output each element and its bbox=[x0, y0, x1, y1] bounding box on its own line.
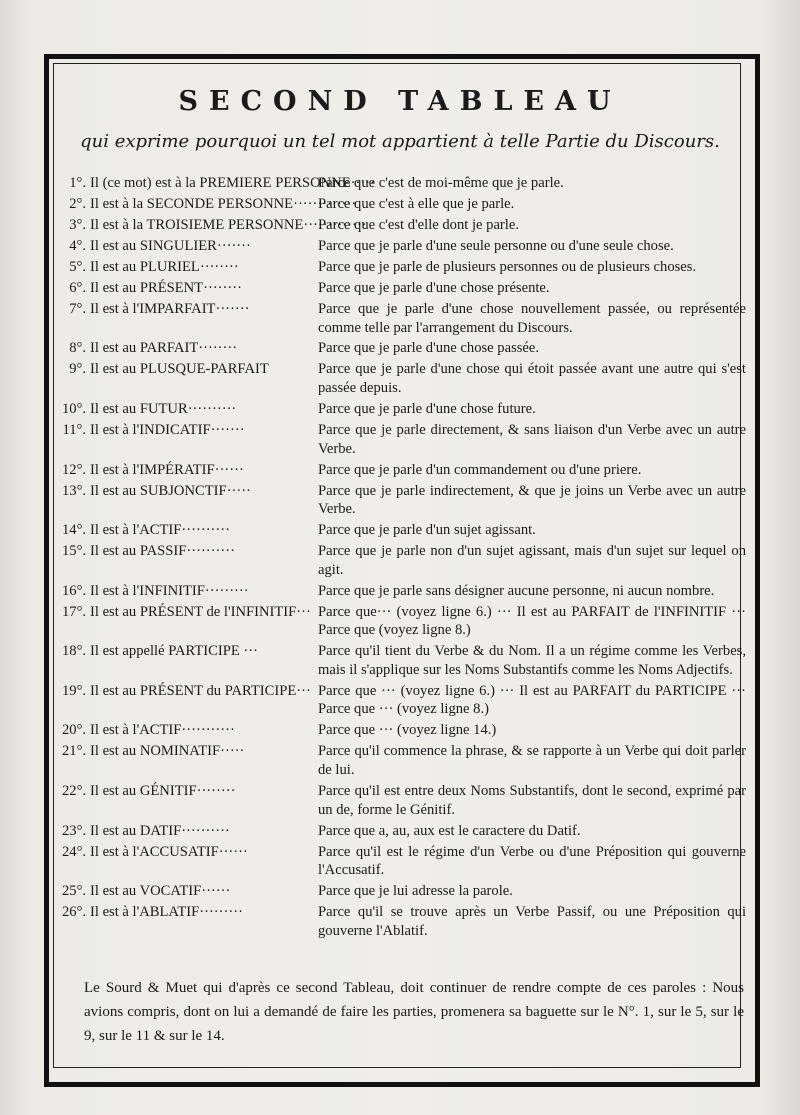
row-lead: Il est à la SECONDE PERSONNE············· bbox=[90, 195, 357, 212]
tableau-row bbox=[62, 339, 746, 358]
tableau-row bbox=[62, 521, 746, 540]
tableau-row bbox=[62, 360, 746, 397]
row-number: 17°. bbox=[62, 603, 87, 620]
tableau-row bbox=[62, 174, 746, 193]
row-number: 25°. bbox=[62, 883, 87, 900]
footer-paragraph: Le Sourd & Muet qui d'après ce second Tableau, doit continuer de rendre compte de ces paroles : Nous avions compris, dont on lui a demandé de faire les parties, promenera sa baguette sur le N°. 1, sur le 5, sur le 9, sur le 11 & sur le 14. bbox=[84, 980, 744, 1044]
tableau-row bbox=[62, 279, 746, 298]
tableau-row bbox=[62, 603, 746, 640]
tableau-row bbox=[62, 782, 746, 819]
row-lead: Il est au SINGULIER······· bbox=[90, 237, 251, 254]
row-lead: Il est au PRÉSENT de l'INFINITIF··· bbox=[90, 603, 311, 620]
row-number: 19°. bbox=[62, 682, 87, 699]
row-reason: Parce que ··· (voyez ligne 14.) bbox=[318, 722, 497, 739]
row-lead: Il est au NOMINATIF····· bbox=[90, 743, 245, 760]
row-number: 10°. bbox=[62, 401, 87, 418]
tableau-row bbox=[62, 400, 746, 419]
tableau-row bbox=[62, 882, 746, 901]
row-number: 13°. bbox=[62, 482, 87, 499]
row-lead: Il est à la TROISIEME PERSONNE············· bbox=[90, 216, 367, 233]
row-number: 21°. bbox=[62, 743, 87, 760]
row-reason: Parce qu'il est le régime d'un Verbe ou d'une Préposition qui gouverne l'Accusatif. bbox=[318, 843, 746, 879]
row-number: 3°. bbox=[69, 216, 86, 233]
row-reason: Parce que c'est d'elle dont je parle. bbox=[318, 216, 519, 233]
tableau-row bbox=[62, 843, 746, 880]
row-lead: Il est à l'ACCUSATIF······ bbox=[90, 843, 248, 860]
row-lead: Il (ce mot) est à la PREMIERE PERSONNE····· bbox=[90, 175, 375, 191]
row-lead: Il est au PRÉSENT du PARTICIPE··· bbox=[90, 682, 311, 699]
tableau-row bbox=[62, 421, 746, 458]
tableau-row bbox=[62, 237, 746, 256]
tableau-row bbox=[62, 542, 746, 579]
row-reason: Parce que je parle d'une chose qui étoit passée avant une autre qui s'est passée depuis. bbox=[318, 361, 746, 397]
row-number: 4°. bbox=[69, 237, 86, 254]
row-reason: Parce que je parle non d'un sujet agissant, mais d'un sujet sur lequel on agit. bbox=[318, 543, 746, 578]
row-reason: Parce qu'il est entre deux Noms Substantifs, dont le second, exprimé par un de, forme le Génitif. bbox=[318, 783, 746, 818]
row-lead: Il est au PRÉSENT········ bbox=[90, 279, 242, 296]
row-reason: Parce que je parle de plusieurs personnes ou de plusieurs choses. bbox=[318, 258, 697, 275]
tableau-row bbox=[62, 642, 746, 679]
row-lead: Il est au GÉNITIF········ bbox=[90, 783, 236, 800]
row-reason: Parce que··· (voyez ligne 6.) ··· Il est au PARFAIT de l'INFINITIF ··· Parce que (voyez ligne 8.) bbox=[318, 603, 746, 639]
row-number: 11°. bbox=[62, 422, 86, 439]
page-title: SECOND TABLEAU bbox=[178, 86, 622, 117]
row-reason: Parce que je parle d'une chose présente. bbox=[318, 279, 550, 296]
row-reason: Parce que je parle indirectement, & que je joins un Verbe avec un autre Verbe. bbox=[318, 482, 746, 518]
row-reason: Parce qu'il commence la phrase, & se rapporte à un Verbe qui doit parler de lui. bbox=[318, 743, 746, 779]
row-reason: Parce que je parle sans désigner aucune personne, ni aucun nombre. bbox=[318, 582, 715, 599]
row-reason: Parce que a, au, aux est le caractere du Datif. bbox=[318, 822, 581, 839]
row-reason: Parce que ··· (voyez ligne 6.) ··· Il est au PARFAIT du PARTICIPE ··· Parce que ··· (voyez ligne 8.) bbox=[318, 682, 746, 718]
row-reason: Parce que je parle d'une chose nouvellement passée, ou représentée comme telle par l'arrangement du Discours. bbox=[318, 300, 746, 336]
row-reason: Parce que c'est à elle que je parle. bbox=[318, 195, 515, 212]
row-number: 8°. bbox=[69, 340, 86, 357]
row-number: 1°. bbox=[69, 175, 86, 191]
tableau-row bbox=[62, 300, 746, 337]
row-lead: Il est au PARFAIT········ bbox=[90, 340, 238, 357]
page-subtitle: qui exprime pourquoi un tel mot appartient à telle Partie du Discours. bbox=[80, 131, 720, 152]
row-number: 22°. bbox=[62, 783, 87, 800]
tableau-row bbox=[62, 582, 746, 601]
tableau-row bbox=[62, 682, 746, 719]
tableau-rows bbox=[62, 174, 746, 943]
row-number: 15°. bbox=[62, 543, 87, 560]
row-lead: Il est à l'ABLATIF········· bbox=[90, 904, 243, 921]
row-reason: Parce que je parle d'un commandement ou d'une priere. bbox=[318, 461, 642, 478]
row-number: 26°. bbox=[62, 904, 87, 921]
tableau-row bbox=[62, 822, 746, 841]
row-number: 5°. bbox=[69, 258, 86, 275]
row-lead: Il est à l'ACTIF·········· bbox=[90, 522, 230, 539]
tableau-row bbox=[62, 482, 746, 519]
row-lead: Il est à l'ACTIF··········· bbox=[90, 722, 235, 739]
tableau-row bbox=[62, 742, 746, 779]
row-number: 6°. bbox=[69, 279, 86, 296]
row-lead: Il est à l'IMPARFAIT······· bbox=[90, 300, 250, 317]
row-reason: Parce que je parle d'une seule personne ou d'une seule chose. bbox=[318, 237, 674, 254]
row-lead: Il est au SUBJONCTIF····· bbox=[90, 482, 251, 499]
row-lead: Il est à l'INFINITIF········· bbox=[90, 582, 249, 599]
tableau-row bbox=[62, 195, 746, 214]
row-lead: Il est au VOCATIF······ bbox=[90, 883, 231, 900]
row-number: 7°. bbox=[69, 300, 86, 317]
row-lead: Il est à l'IMPÉRATIF······ bbox=[90, 461, 244, 478]
row-number: 16°. bbox=[62, 582, 87, 599]
row-reason: Parce que je parle d'un sujet agissant. bbox=[318, 522, 536, 539]
row-number: 24°. bbox=[62, 843, 87, 860]
row-reason: Parce que c'est de moi-même que je parle. bbox=[318, 175, 564, 191]
tableau-row bbox=[62, 903, 746, 940]
row-reason: Parce qu'il tient du Verbe & du Nom. Il a un régime comme les Verbes, mais il s'applique sur les Noms Substantifs comme les Noms Adjectifs. bbox=[318, 643, 746, 678]
row-lead: Il est à l'INDICATIF······· bbox=[90, 422, 245, 439]
row-lead: Il est au PLUSQUE-PARFAIT bbox=[90, 361, 269, 378]
tableau-row bbox=[62, 461, 746, 480]
row-lead: Il est au DATIF·········· bbox=[90, 822, 230, 839]
row-lead: Il est au FUTUR·········· bbox=[90, 401, 237, 418]
tableau-row bbox=[62, 258, 746, 277]
row-reason: Parce qu'il se trouve après un Verbe Passif, ou une Préposition qui gouverne l'Ablatif. bbox=[318, 904, 746, 939]
row-reason: Parce que je parle d'une chose passée. bbox=[318, 340, 540, 357]
row-reason: Parce que je parle directement, & sans liaison d'un Verbe avec un autre Verbe. bbox=[318, 422, 746, 457]
row-reason: Parce que je lui adresse la parole. bbox=[318, 883, 513, 900]
row-number: 18°. bbox=[62, 643, 87, 660]
row-number: 9°. bbox=[69, 361, 86, 378]
row-lead: Il est au PLURIEL········ bbox=[90, 258, 239, 275]
row-number: 14°. bbox=[62, 522, 87, 539]
row-lead: Il est au PASSIF·········· bbox=[90, 543, 235, 560]
row-lead: Il est appellé PARTICIPE ··· bbox=[90, 643, 259, 660]
tableau-row bbox=[62, 216, 746, 235]
row-number: 12°. bbox=[62, 461, 87, 478]
row-reason: Parce que je parle d'une chose future. bbox=[318, 401, 536, 418]
tableau-row bbox=[62, 721, 746, 740]
row-number: 20°. bbox=[62, 722, 87, 739]
row-number: 23°. bbox=[62, 822, 87, 839]
row-number: 2°. bbox=[69, 195, 86, 212]
